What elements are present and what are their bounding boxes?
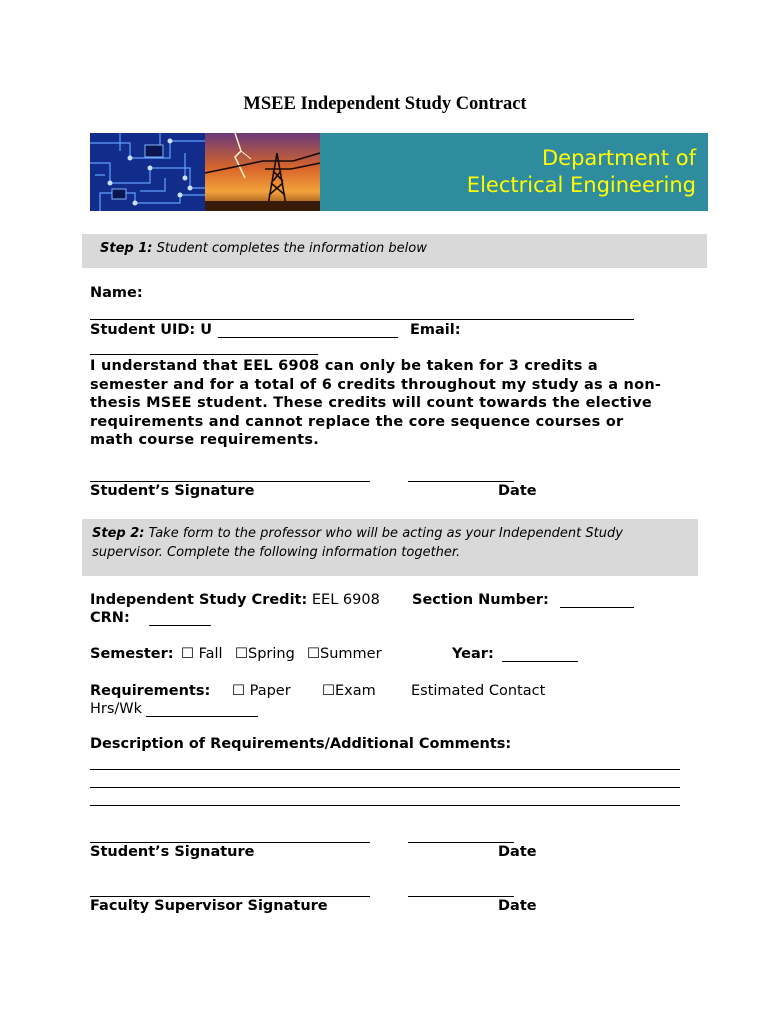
agreement-line: thesis MSEE student. These credits will count towards the elective [90, 395, 652, 411]
uid-field[interactable] [218, 337, 398, 338]
name-label: Name: [90, 285, 143, 301]
step1-instruction [100, 239, 427, 258]
step2-line1: Take form to the professor who will be acting as your Independent Study [148, 526, 623, 541]
credit-value: EEL 6908 [311, 592, 380, 608]
step1-label: Step 1: [100, 241, 153, 256]
step1-box [82, 234, 707, 268]
semester-spring-checkbox[interactable]: ☐Spring [235, 646, 295, 662]
student-signature-label-1: Student’s Signature [90, 483, 255, 499]
requirements-label: Requirements: [90, 683, 211, 699]
email-label: Email: [410, 322, 461, 338]
department-title-line2: Electrical Engineering [466, 173, 696, 197]
power-tower-image [205, 133, 320, 211]
year-label: Year: [452, 646, 494, 662]
agreement-line: requirements and cannot replace the core sequence courses or [90, 413, 624, 430]
hrs-wk-field[interactable] [146, 716, 258, 717]
crn-label: CRN: [90, 610, 130, 626]
student-date-label-2: Date [498, 844, 537, 860]
description-line[interactable] [90, 769, 680, 770]
department-banner [90, 133, 708, 211]
estimated-contact-label: Estimated Contact [411, 683, 546, 699]
requirement-exam-checkbox[interactable]: ☐Exam [322, 683, 376, 699]
student-signature-label-2: Student’s Signature [90, 844, 255, 860]
agreement-line: math course requirements. [90, 432, 319, 448]
semester-fall-checkbox[interactable]: ☐ Fall [181, 646, 223, 662]
agreement-paragraph [90, 357, 690, 450]
crn-field[interactable] [149, 625, 211, 626]
department-title [467, 145, 696, 199]
step1-text: Student completes the information below [156, 241, 427, 256]
description-line[interactable] [90, 787, 680, 788]
faculty-signature-label: Faculty Supervisor Signature [90, 898, 328, 914]
semester-summer-checkbox[interactable]: ☐Summer [307, 646, 382, 662]
email-field[interactable] [90, 354, 318, 355]
page-title: MSEE Independent Study Contract [243, 94, 527, 114]
hrs-wk-label: Hrs/Wk [90, 701, 143, 717]
agreement-line: semester and for a total of 6 credits throughout my study as a non- [90, 376, 662, 393]
requirement-paper-checkbox[interactable]: ☐ Paper [232, 683, 291, 699]
circuit-board-image [90, 133, 205, 211]
section-number-field[interactable] [560, 607, 634, 608]
department-title-line1: Department of [542, 146, 696, 170]
student-date-label-1: Date [498, 483, 537, 499]
faculty-date-label: Date [498, 898, 537, 914]
step2-box [82, 519, 698, 576]
agreement-line: I understand that EEL 6908 can only be taken for 3 credits a [90, 358, 598, 374]
semester-label: Semester: [90, 646, 174, 662]
description-label: Description of Requirements/Additional Comments: [90, 736, 512, 752]
credit-row [90, 591, 380, 610]
step2-line2: supervisor. Complete the following information together. [92, 545, 461, 560]
section-number-label: Section Number: [412, 592, 549, 608]
uid-label: Student UID: U [90, 322, 213, 338]
credit-label: Independent Study Credit: [90, 592, 308, 608]
description-line[interactable] [90, 805, 680, 806]
step2-instruction [92, 524, 623, 562]
step2-label: Step 2: [92, 526, 145, 541]
name-field[interactable] [90, 319, 634, 320]
year-field[interactable] [502, 661, 578, 662]
